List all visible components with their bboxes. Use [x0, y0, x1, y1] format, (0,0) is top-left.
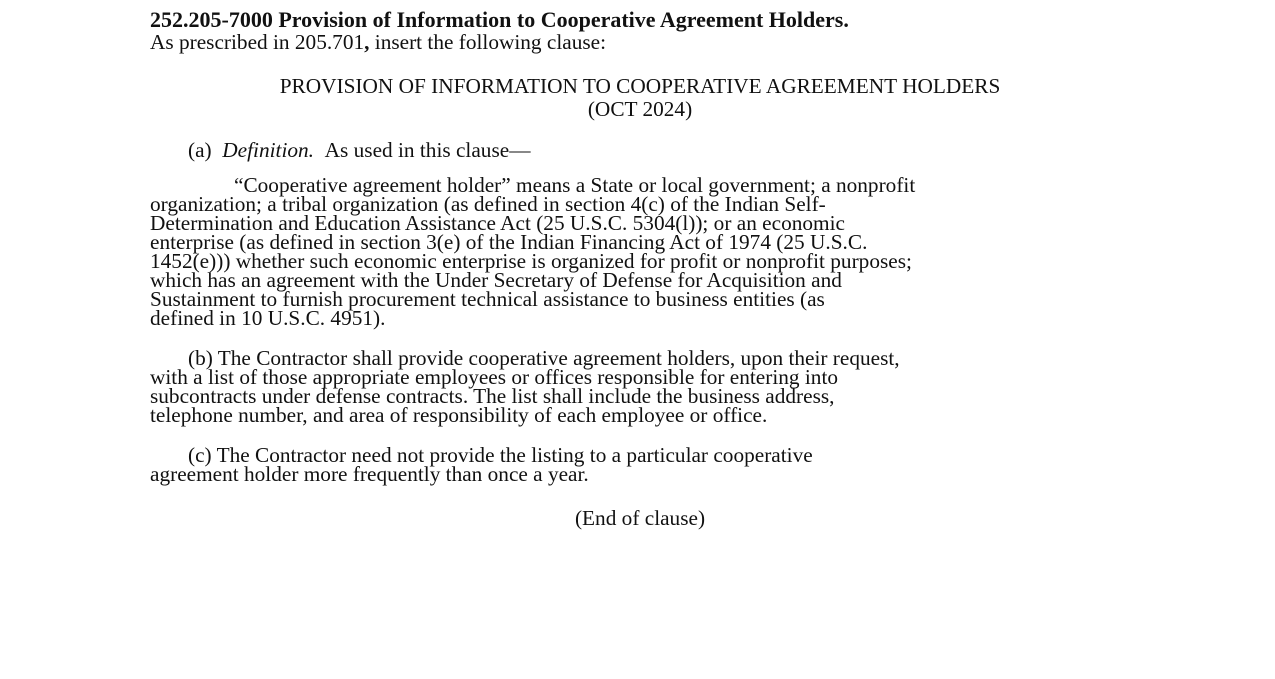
- section-heading: 252.205-7000 Provision of Information to Cooperative Agreement Holders.: [150, 7, 849, 32]
- paragraph-a-marker: (a): [188, 138, 212, 162]
- definition-paragraph: [150, 173, 1130, 330]
- paragraph-a-text: As used in this clause—: [324, 138, 531, 162]
- paragraph-c-line: agreement holder more frequently than once a year.: [150, 462, 589, 486]
- paragraph-b: [150, 346, 1130, 427]
- end-of-clause: (End of clause): [574, 506, 706, 530]
- clause-title: [150, 75, 1130, 121]
- definition-line: “Cooperative agreement holder” means a State or local government; a nonprofit: [234, 173, 916, 197]
- prescription-text: As prescribed in 205.701: [150, 30, 365, 54]
- definition-line: which has an agreement with the Under Secretary of Defense for Acquisition and: [150, 268, 842, 292]
- definition-line: Determination and Education Assistance Act (25 U.S.C. 5304(l)); or an economic: [150, 211, 845, 235]
- document-page: [150, 9, 1130, 528]
- definition-line: organization; a tribal organization (as defined in section 4(c) of the Indian Self-: [150, 192, 826, 216]
- prescription-line: [150, 31, 1130, 53]
- paragraph-c-line: (c) The Contractor need not provide the listing to a particular cooperative: [188, 443, 813, 467]
- definition-line: enterprise (as defined in section 3(e) of the Indian Financing Act of 1974 (25 U.S.C.: [150, 230, 868, 254]
- definition-label: Definition.: [222, 138, 314, 162]
- paragraph-b-line: subcontracts under defense contracts. The list shall include the business address,: [150, 384, 835, 408]
- paragraph-b-line: (b) The Contractor shall provide cooperative agreement holders, upon their request,: [188, 346, 900, 370]
- definition-line: 1452(e))) whether such economic enterprise is organized for profit or nonprofit purposes;: [150, 249, 912, 273]
- paragraph-a: [150, 138, 1130, 162]
- paragraph-b-line: with a list of those appropriate employees or offices responsible for entering into: [150, 365, 839, 389]
- prescription-instruction: insert the following clause:: [369, 30, 607, 54]
- paragraph-c: [150, 443, 1130, 486]
- prescription-comma: ,: [364, 30, 370, 54]
- definition-line: Sustainment to furnish procurement technical assistance to business entities (as: [150, 287, 825, 311]
- clause-title-name: PROVISION OF INFORMATION TO COOPERATIVE AGREEMENT HOLDERS: [279, 74, 1001, 98]
- paragraph-b-line: telephone number, and area of responsibility of each employee or office.: [150, 403, 768, 427]
- definition-line: defined in 10 U.S.C. 4951).: [150, 306, 386, 330]
- clause-title-date: (OCT 2024): [587, 97, 693, 121]
